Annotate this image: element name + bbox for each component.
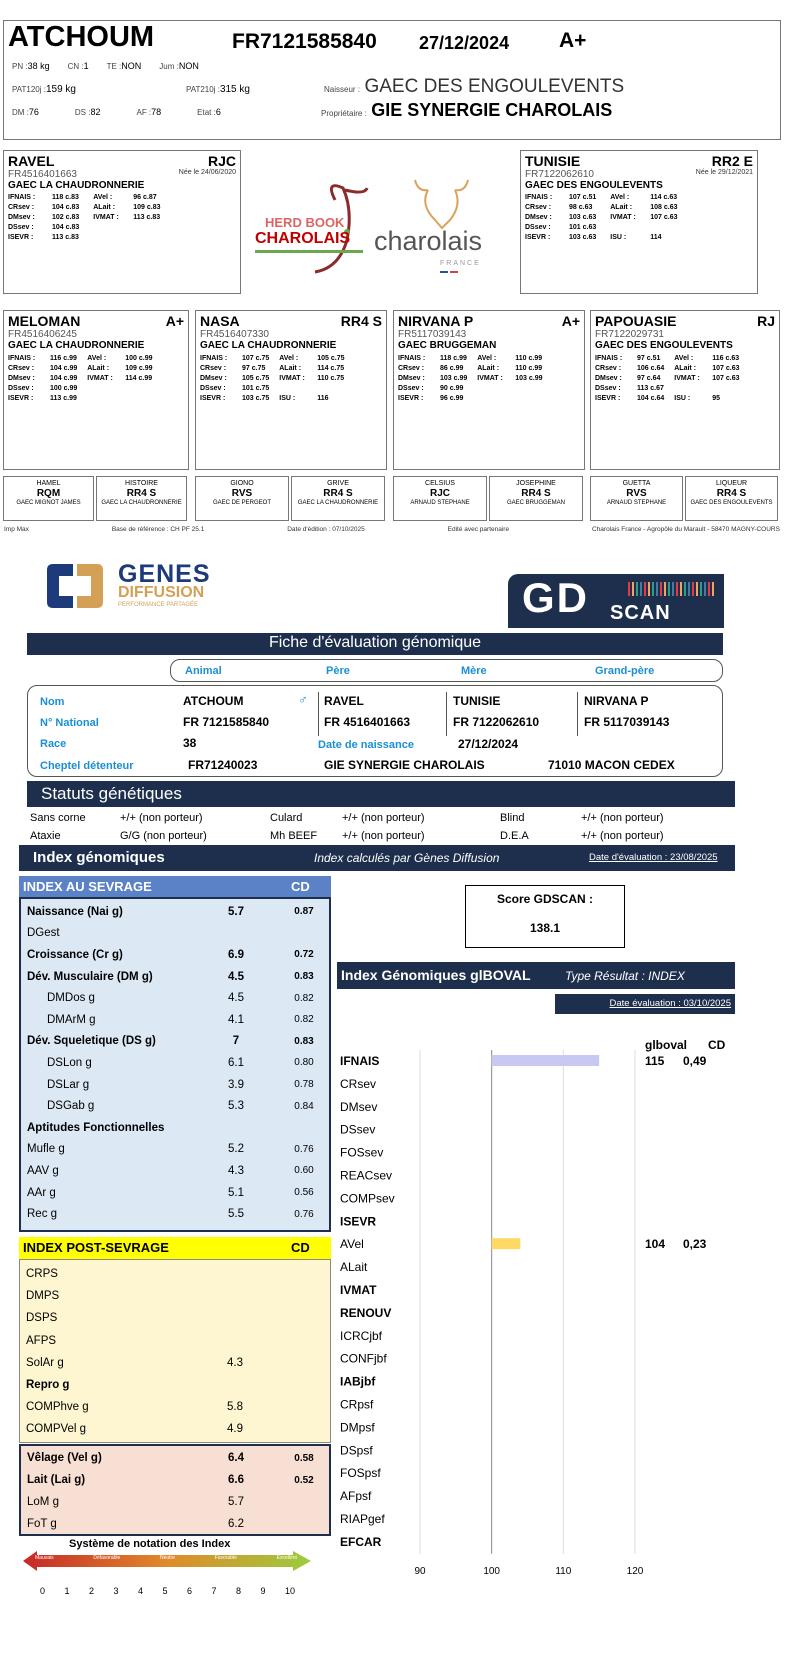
category-label: DSpsf	[340, 1443, 373, 1458]
male-icon: ♂	[298, 692, 308, 707]
grandparent-card: MELOMAN A+ FR4516406245 GAEC LA CHAUDRONNERIE IFNAIS : 116 c.99 CRsev : 104 c.99 DMsev : 104 c.99 DSsev : 100 c.99 ISEVR : 113 c.99 AVel : 100 c.99 ALait : 109 c.99 IVMAT : 114 c.99	[3, 310, 189, 470]
index-row: Croissance (Cr g) 6.9 0.72	[27, 948, 314, 961]
dam-name: TUNISIE	[525, 153, 581, 169]
sire-code: RJC	[207, 153, 236, 169]
index-row: FoT g 6.2	[27, 1518, 244, 1530]
category-label: EFCAR	[340, 1534, 382, 1549]
cd-label: 0,23	[683, 1237, 707, 1252]
x-tick-label: 120	[626, 1565, 644, 1577]
index-row: DMArM g 4.1 0.82	[47, 1013, 314, 1026]
sevrage-header: INDEX AU SEVRAGE CD	[19, 876, 331, 897]
bar	[492, 1238, 521, 1249]
index-row: SolAr g 4.3	[26, 1356, 243, 1369]
identity-box: Nom N° National Race Cheptel détenteur ATCHOUM ♂ FR 7121585840 38 FR71240023 RAVEL FR 4516401663 TUNISIE FR 7122062610 NIRVANA P FR 5117039143 Date de naissance 27/12/2024 GIE SYNERGIE CHAROLAIS 71010 MACON CEDEX	[27, 685, 723, 777]
index-row: COMPVel g 4.9	[26, 1423, 243, 1436]
great-grandparent-card: GUETTA RVS ARNAUD STEPHANE	[590, 476, 683, 521]
category-label: ALait	[340, 1260, 368, 1275]
index-row: Naissance (Nai g) 5.7 0.87	[27, 905, 314, 918]
index-row: DSPS	[26, 1312, 58, 1325]
gdscan-logo: GD SCAN	[508, 574, 724, 628]
notation-number: 0	[40, 1586, 46, 1596]
animal-national-number: FR7121585840	[232, 30, 377, 53]
animal-qualification: A+	[559, 29, 587, 52]
grandparent-code: RJ	[757, 313, 775, 329]
notation-number: 2	[89, 1586, 95, 1596]
index-row: Dév. Squeletique (DS g) 7 0.83	[27, 1035, 314, 1048]
dam-index-right: AVel : 114 c.63 ALait : 108 c.63 IVMAT : 107 c.63 ISU : 114	[610, 194, 678, 241]
grandparent-index-right: AVel : 100 c.99 ALait : 109 c.99 IVMAT : 114 c.99	[87, 355, 153, 382]
sire-name: RAVEL	[8, 153, 55, 169]
index-row: Repro g	[26, 1379, 70, 1392]
category-label: CONFjbf	[340, 1351, 387, 1366]
info-line-2: PAT120j :159 kg PAT210j :315 kg	[12, 84, 250, 95]
proprietaire: Propriétaire : GIE SYNERGIE CHAROLAIS	[321, 100, 613, 120]
notation-scale-arrow-icon	[23, 1551, 313, 1571]
info-line-3: DM :76 DS :82 AF :78 Etat :6	[12, 107, 221, 117]
index-row: DMPS	[26, 1290, 60, 1303]
grandparent-code: A+	[561, 313, 580, 329]
herd-book-charolais-logo: HERD BOOK CHAROLAIS	[255, 170, 380, 280]
index-row: DMDos g 4.5 0.82	[47, 992, 314, 1005]
category-label: FOSpsf	[340, 1466, 381, 1481]
glboval-chart	[340, 1050, 740, 1650]
x-tick-label: 100	[483, 1565, 501, 1577]
animal-birth-date: 27/12/2024	[419, 33, 510, 53]
value-label: 104	[645, 1237, 666, 1252]
great-grandparent-card: JOSEPHINE RR4 S GAEC BRUGGEMAN	[489, 476, 583, 521]
grandparent-name: MELOMAN	[8, 313, 81, 329]
certificate-footer: Imp Max Base de référence : CH PF 25.1 Date d'édition : 07/10/2025 Edité avec partenaire Charolais France - Agropôle du Marault - 58470 MAGNY-COURS	[4, 526, 780, 533]
category-label: DSsev	[340, 1122, 376, 1137]
index-row: CRPS	[26, 1268, 58, 1281]
index-row: Mufle g 5.2 0.76	[27, 1143, 314, 1156]
notation-number: 8	[236, 1586, 242, 1596]
index-row: AFPS	[26, 1334, 57, 1347]
index-row: COMPhve g 5.8	[26, 1401, 243, 1414]
sevrage-table	[19, 897, 331, 1232]
grandparent-index-right: AVel : 116 c.63 ALait : 107 c.63 IVMAT : 107 c.63 ISU : 95	[674, 355, 740, 402]
great-grandparent-card: LIQUEUR RR4 S GAEC DES ENGOULEVENTS	[685, 476, 778, 521]
animal-name: ATCHOUM	[8, 21, 155, 53]
notation-number: 6	[187, 1586, 193, 1596]
index-row: AAr g 5.1 0.56	[27, 1186, 314, 1199]
sire-card: RAVEL RJC FR4516401663 Née le 24/06/2020 GAEC LA CHAUDRONNERIE IFNAIS : 118 c.83 CRsev : 104 c.83 DMsev : 102 c.83 DSsev : 104 c.83 ISEVR : 113 c.83 AVel : 96 c.87 ALait : 109 c.83 IVMAT : 113 c.83	[3, 150, 241, 294]
great-grandparent-card: CELSIUS RJC ARNAUD STEPHANE	[393, 476, 487, 521]
score-gdscan-value: 138.1	[529, 921, 561, 935]
notation-number: 1	[64, 1586, 70, 1596]
category-label: IFNAIS	[340, 1054, 380, 1068]
grandparent-name: PAPOUASIE	[595, 313, 677, 329]
notation-number: 7	[211, 1586, 217, 1596]
value-label: 115	[645, 1054, 665, 1068]
index-row: Vêlage (Vel g) 6.4 0.58	[27, 1452, 314, 1464]
category-label: DMsev	[340, 1099, 378, 1114]
category-label: FOSsev	[340, 1145, 384, 1160]
category-label: DMpsf	[340, 1420, 375, 1435]
bull-horns-logo-icon	[380, 170, 510, 230]
category-label: AVel	[340, 1237, 364, 1252]
grandparent-code: A+	[165, 313, 184, 329]
dam-card: TUNISIE RR2 E FR7122062610 Née le 29/12/2021 GAEC DES ENGOULEVENTS IFNAIS : 107 c.51 CRsev : 98 c.63 DMsev : 103 c.63 DSsev : 101 c.63 ISEVR : 103 c.63 AVel : 114 c.63 ALait : 108 c.63 IVMAT : 107 c.63 ISU : 114	[520, 150, 758, 294]
grandparent-index-left: IFNAIS : 116 c.99 CRsev : 104 c.99 DMsev : 104 c.99 DSsev : 100 c.99 ISEVR : 113 c.99	[8, 355, 78, 402]
index-row: Lait (Lai g) 6.6 0.52	[27, 1474, 314, 1486]
grandparent-index-left: IFNAIS : 97 c.51 CRsev : 106 c.64 DMsev : 97 c.64 DSsev : 113 c.67 ISEVR : 104 c.64	[595, 355, 665, 402]
dam-index-left: IFNAIS : 107 c.51 CRsev : 98 c.63 DMsev : 103 c.63 DSsev : 101 c.63 ISEVR : 103 c.63	[525, 194, 597, 241]
post-sevrage-table	[19, 1259, 331, 1443]
great-grandparent-card: GRIVE RR4 S GAEC LA CHAUDRONNERIE	[291, 476, 385, 521]
notation-number: 5	[162, 1586, 168, 1596]
naisseur: Naisseur : GAEC DES ENGOULEVENTS	[324, 76, 625, 97]
great-grandparent-card: GIONO RVS GAEC DE PERGEOT	[195, 476, 289, 521]
category-label: CRpsf	[340, 1397, 374, 1412]
bar	[492, 1055, 600, 1066]
score-gdscan-box: Score GDSCAN : 138.1	[465, 885, 625, 948]
index-row: Aptitudes Fonctionnelles	[27, 1121, 165, 1134]
certificate-header	[3, 20, 781, 140]
great-grandparent-card: HAMEL RQM GAEC MIGNOT JAMES	[3, 476, 94, 521]
index-row: DSLon g 6.1 0.80	[47, 1056, 314, 1069]
grandparent-index-left: IFNAIS : 118 c.99 CRsev : 86 c.99 DMsev : 103 c.99 DSsev : 90 c.99 ISEVR : 96 c.99	[398, 355, 468, 402]
info-line-1: PN :38 kg CN :1 TE :NON Jum :NON	[12, 61, 199, 71]
maternal-index-table	[19, 1444, 331, 1536]
dam-code: RR2 E	[711, 153, 753, 169]
barcode-icon	[628, 582, 714, 596]
index-row: DGest	[27, 927, 60, 940]
x-tick-label: 90	[414, 1565, 426, 1577]
glboval-title-bar: Index Génomiques glBOVAL Type Résultat : INDEX	[337, 962, 735, 989]
grandparent-name: NASA	[200, 313, 240, 329]
notation-system: Système de notation des Index Mauvais Défavorable Neutre Favorable Excellent	[19, 1538, 319, 1578]
grandparent-code: RR4 S	[340, 313, 382, 329]
identity-column-headers: Animal Père Mère Grand-père	[170, 659, 723, 682]
category-label: IABjbf	[340, 1374, 376, 1389]
grandparent-index-right: AVel : 110 c.99 ALait : 110 c.99 IVMAT : 103 c.99	[477, 355, 543, 382]
index-row: AAV g 4.3 0.60	[27, 1164, 314, 1177]
fiche-title-bar: Fiche d'évaluation génomique	[27, 633, 723, 655]
category-label: AFpsf	[340, 1489, 372, 1504]
notation-number: 3	[113, 1586, 119, 1596]
index-row: DSGab g 5.3 0.84	[47, 1100, 314, 1113]
notation-number: 4	[138, 1586, 144, 1596]
glboval-date-bar: Date évaluation : 03/10/2025	[555, 994, 735, 1014]
post-sevrage-header: INDEX POST-SEVRAGE CD	[19, 1237, 331, 1259]
gd-monogram-icon	[45, 560, 107, 612]
category-label: ICRCjbf	[340, 1328, 383, 1343]
genes-diffusion-logo: GENES DIFFUSION PERFORMANCE PARTAGÉE	[45, 560, 235, 615]
category-label: RIAPgef	[340, 1512, 385, 1526]
grandparent-card: NASA RR4 S FR4516407330 GAEC LA CHAUDRONNERIE IFNAIS : 107 c.75 CRsev : 97 c.75 DMsev : 105 c.75 DSsev : 101 c.75 ISEVR : 103 c.75 AVel : 105 c.75 ALait : 114 c.75 IVMAT : 110 c.75 ISU : 116	[195, 310, 387, 470]
grandparent-card: PAPOUASIE RJ FR7122029731 GAEC DES ENGOULEVENTS IFNAIS : 97 c.51 CRsev : 106 c.64 DMsev : 97 c.64 DSsev : 113 c.67 ISEVR : 104 c.64 AVel : 116 c.63 ALait : 107 c.63 IVMAT : 107 c.63 ISU : 95	[590, 310, 780, 470]
category-label: IVMAT	[340, 1283, 377, 1297]
index-title-bar: Index génomiques Index calculés par Gènes Diffusion Date d'évaluation : 23/08/2025	[19, 845, 735, 871]
grandparent-name: NIRVANA P	[398, 313, 474, 329]
statuts-title-bar: Statuts génétiques	[27, 781, 735, 807]
index-row: LoM g 5.7	[27, 1496, 244, 1508]
great-grandparent-card: HISTOIRE RR4 S GAEC LA CHAUDRONNERIE	[96, 476, 187, 521]
index-row: Rec g 5.5 0.76	[27, 1208, 314, 1221]
category-label: RENOUV	[340, 1305, 392, 1320]
index-row: DSLar g 3.9 0.78	[47, 1078, 314, 1091]
x-tick-label: 110	[555, 1565, 572, 1577]
category-label: COMPsev	[340, 1191, 395, 1206]
grandparent-index-left: IFNAIS : 107 c.75 CRsev : 97 c.75 DMsev : 105 c.75 DSsev : 101 c.75 ISEVR : 103 c.75	[200, 355, 270, 402]
sire-index-left: IFNAIS : 118 c.83 CRsev : 104 c.83 DMsev : 102 c.83 DSsev : 104 c.83 ISEVR : 113 c.83	[8, 194, 80, 241]
charolais-france-logo: charolais FRANCE	[380, 170, 510, 280]
notation-number: 10	[285, 1586, 296, 1596]
sire-index-right: AVel : 96 c.87 ALait : 109 c.83 IVMAT : 113 c.83	[93, 194, 161, 221]
category-label: CRsev	[340, 1076, 377, 1091]
category-label: REACsev	[340, 1168, 393, 1183]
index-row: Dév. Musculaire (DM g) 4.5 0.83	[27, 970, 314, 983]
notation-number: 9	[260, 1586, 266, 1596]
category-label: ISEVR	[340, 1214, 377, 1229]
cd-label: 0,49	[683, 1054, 707, 1068]
grandparent-index-right: AVel : 105 c.75 ALait : 114 c.75 IVMAT : 110 c.75 ISU : 116	[279, 355, 345, 402]
grandparent-card: NIRVANA P A+ FR5117039143 GAEC BRUGGEMAN IFNAIS : 118 c.99 CRsev : 86 c.99 DMsev : 103 c.99 DSsev : 90 c.99 ISEVR : 96 c.99 AVel : 110 c.99 ALait : 110 c.99 IVMAT : 103 c.99	[393, 310, 585, 470]
